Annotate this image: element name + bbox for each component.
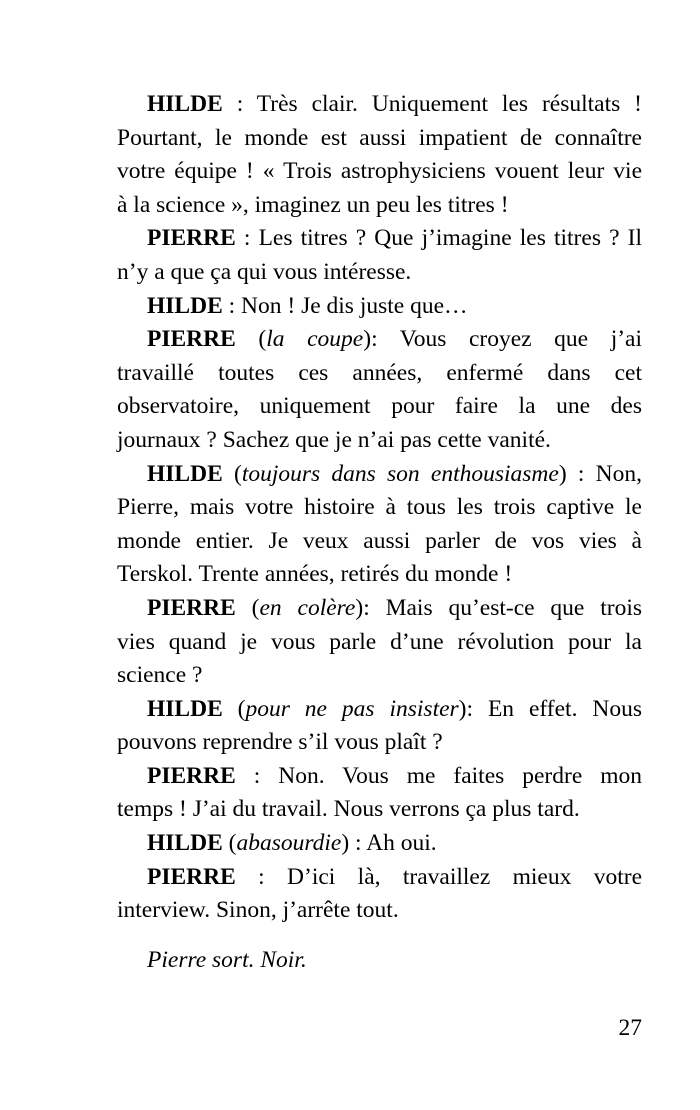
dialogue-line: Pourtant, le monde est aussi impatient de connaître [117,124,642,151]
dialogue-line: vies quand je vous parle d’une révolution pour la [117,628,642,655]
dialogue-line: Terskol. Trente années, retirés du monde ! [117,561,513,588]
dialogue-line: HILDE (pour ne pas insister): En effet. Nous [147,695,642,722]
dialogue-text: : Mais qu’est-ce que trois [363,594,642,621]
page-number: 27 [618,1015,642,1041]
dialogue-text: : Non. Vous me faites perdre mon [253,762,642,789]
dialogue-line: votre équipe ! « Trois astrophysiciens vouent leur vie [117,158,642,185]
dialogue-text: : Ah oui. [355,830,437,857]
dialogue-line: observatoire, uniquement pour faire la une des [117,393,642,420]
dialogue-text: : Les titres ? Que j’imagine les titres ? Il [243,225,642,252]
dialogue-text: : Non, [577,460,642,487]
stage-direction: toujours dans son enthousiasme [241,460,559,487]
dialogue-text: : D’ici là, travaillez mieux votre [258,863,642,890]
dialogue-line: travaillé toutes ces années, enfermé dans cet [117,359,642,386]
speaker-name: PIERRE [147,225,236,252]
speaker-name: PIERRE [147,762,236,789]
dialogue-body [117,88,642,928]
dialogue-line: Pierre, mais votre histoire à tous les trois captive le [117,494,642,521]
stage-direction: abasourdie [236,830,342,857]
stage-direction: pour ne pas insister [245,695,459,722]
dialogue-line [117,88,642,122]
speaker-name: HILDE [147,91,223,117]
dialogue-line: interview. Sinon, j’arrête tout. [117,897,399,924]
dialogue-line: à la science », imaginez un peu les titres ! [117,191,509,218]
stage-direction: la coupe [266,326,364,353]
dialogue-text: : Vous croyez que j’ai [371,326,643,353]
dialogue-text: : Très clair. Uniquement les résultats ! [236,91,643,117]
dialogue-line: journaux ? Sachez que je n’ai pas cette vanité. [117,426,551,453]
dialogue-line [117,861,642,895]
dialogue-text: : Non ! Je dis juste que… [228,292,468,319]
dialogue-line: PIERRE (en colère): Mais qu’est-ce que trois [147,594,642,621]
speaker-name: PIERRE [147,326,236,353]
speaker-name: HILDE [147,830,223,857]
dialogue-line: n’y a que ça qui vous intéresse. [117,258,412,285]
dialogue-line: PIERRE (la coupe): Vous croyez que j’ai [147,326,643,353]
dialogue-line: temps ! J’ai du travail. Nous verrons ça plus tard. [117,796,580,823]
dialogue-line [117,222,642,256]
speaker-name: HILDE [147,460,223,487]
dialogue-line: pouvons reprendre s’il vous plaît ? [117,729,443,756]
dialogue-line: HILDE (abasourdie) : Ah oui. [147,830,437,857]
speaker-name: HILDE [147,292,223,319]
dialogue-line: HILDE (toujours dans son enthousiasme) : Non, [147,460,642,487]
closing-stage-direction: Pierre sort. Noir. [147,947,307,973]
dialogue-line: science ? [117,662,203,689]
dialogue-line [117,760,642,794]
speaker-name: HILDE [147,695,223,722]
dialogue-line [117,290,642,324]
dialogue-text: : En effet. Nous [466,695,642,722]
dialogue-line: monde entier. Je veux aussi parler de vos vies à [117,527,642,554]
speaker-name: PIERRE [147,863,236,890]
stage-direction: en colère [259,594,356,621]
speaker-name: PIERRE [147,594,236,621]
